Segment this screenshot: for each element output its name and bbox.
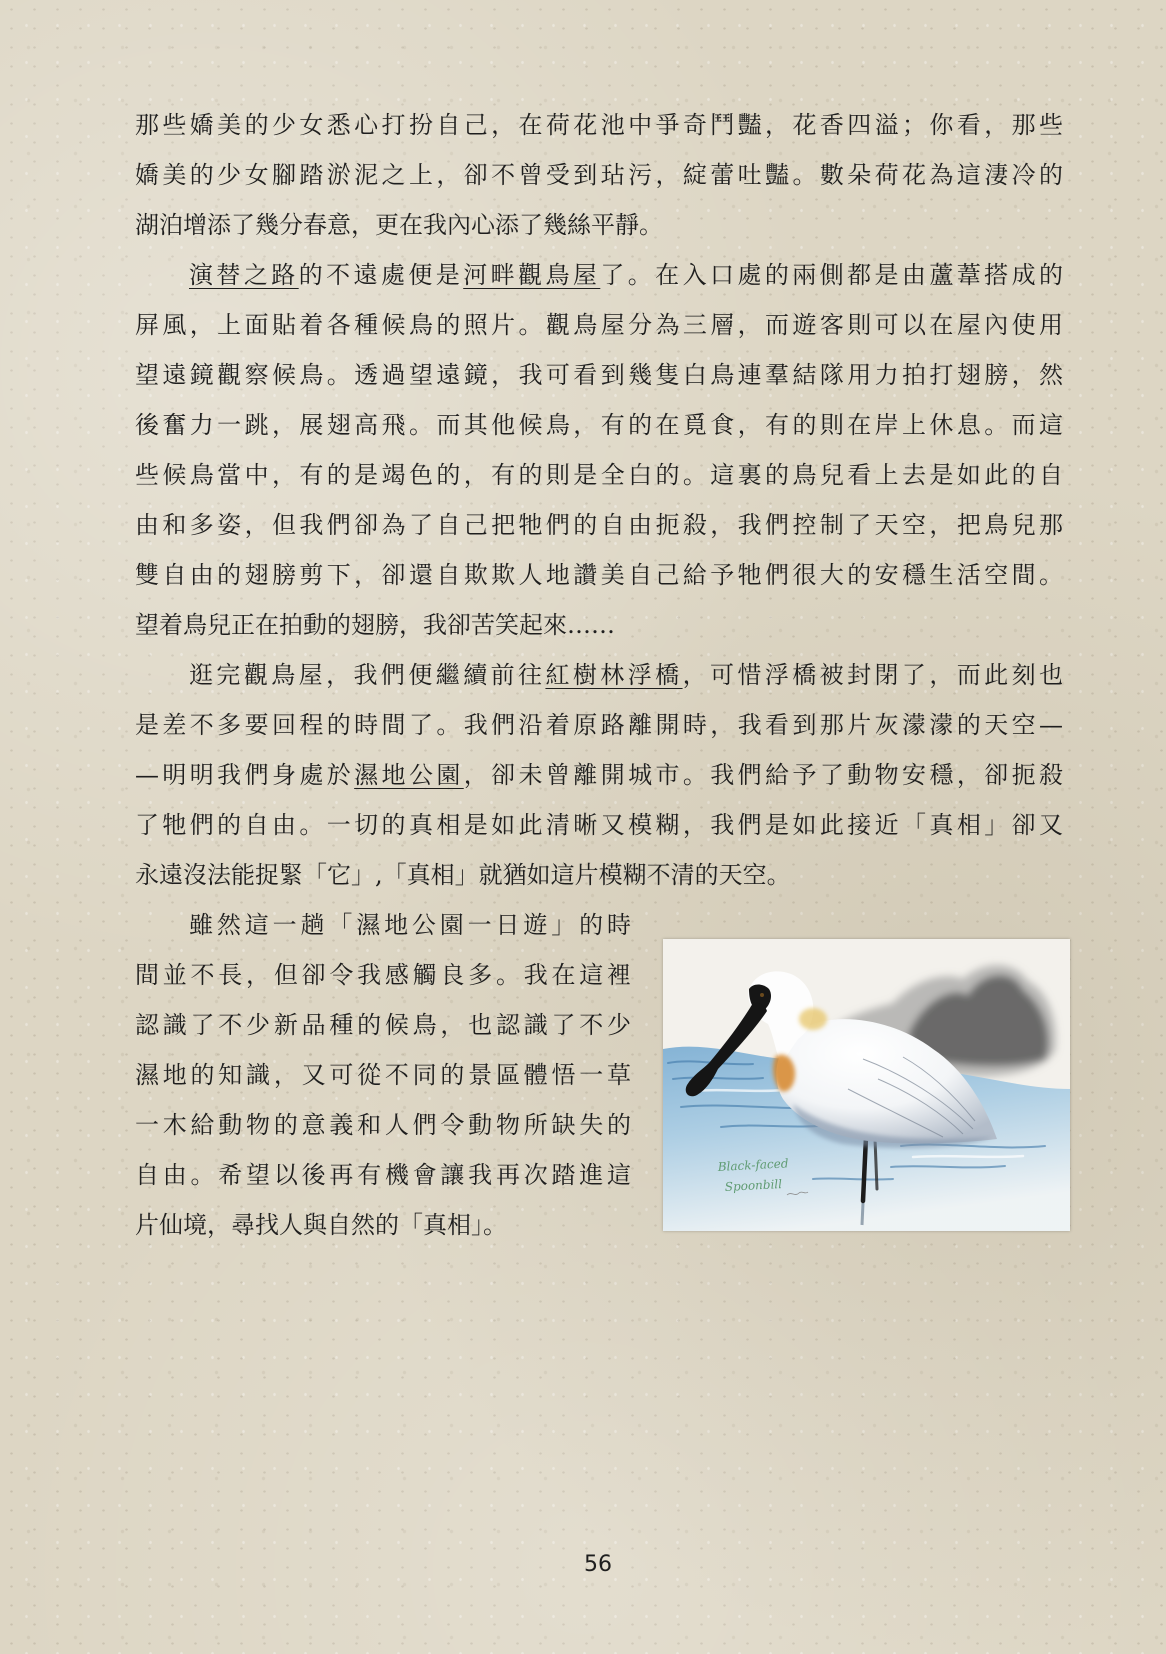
text-line: 湖泊增添了幾分春意，更在我內心添了幾絲平靜。 bbox=[135, 211, 663, 239]
text-line: 雖然這一趟「濕地公園一日遊」的時 bbox=[189, 911, 631, 939]
handwritten-caption-line2: Spoonbill bbox=[724, 1177, 783, 1194]
page-number: 56 bbox=[584, 1552, 612, 1577]
underlined-place-name: 河畔觀鳥屋 bbox=[463, 261, 601, 289]
underlined-place-name: 紅樹林浮橋 bbox=[545, 661, 683, 689]
text-segment: 的不遠處便是 bbox=[298, 261, 464, 289]
text-line: 了牠們的自由。一切的真相是如此清晰又模糊，我們是如此接近「真相」卻又 bbox=[135, 811, 1063, 839]
text-line: 屏風，上面貼着各種候鳥的照片。觀鳥屋分為三層，而遊客則可以在屋內使用 bbox=[135, 311, 1063, 339]
text-line: 片仙境，尋找人與自然的「真相」。 bbox=[135, 1211, 507, 1239]
text-line bbox=[135, 750, 1063, 800]
text-line: 間並不長，但卻令我感觸良多。我在這裡 bbox=[135, 961, 631, 989]
text-line: 那些嬌美的少女悉心打扮自己，在荷花池中爭奇鬥豔，花香四溢；你看，那些 bbox=[135, 111, 1063, 139]
text-line: 後奮力一跳，展翅高飛。而其他候鳥，有的在覓食，有的則在岸上休息。而這 bbox=[135, 411, 1063, 439]
text-line: 永遠沒法能捉緊「它」,「真相」就猶如這片模糊不清的天空。 bbox=[135, 861, 791, 889]
handwritten-caption-line1: Black-faced bbox=[717, 1156, 789, 1174]
underlined-place-name: 演替之路 bbox=[189, 261, 299, 289]
text-segment: ，卻未曾離開城市。我們給予了動物安穩，卻扼殺 bbox=[463, 761, 1063, 789]
text-line: 雙自由的翅膀剪下，卻還自欺欺人地讚美自己給予牠們很大的安穩生活空間。 bbox=[135, 561, 1063, 589]
text-line bbox=[135, 250, 1063, 300]
text-line: 嬌美的少女腳踏淤泥之上，卻不曾受到玷污，綻蕾吐豔。數朵荷花為這淒冷的 bbox=[135, 161, 1063, 189]
text-line: 是差不多要回程的時間了。我們沿着原路離開時，我看到那片灰濛濛的天空— bbox=[135, 711, 1063, 739]
text-line: 望着鳥兒正在拍動的翅膀，我卻苦笑起來…… bbox=[135, 611, 615, 639]
text-line: 認識了不少新品種的候鳥，也認識了不少 bbox=[135, 1011, 631, 1039]
text-line bbox=[135, 650, 1063, 700]
text-segment: ，可惜浮橋被封閉了，而此刻也 bbox=[682, 661, 1063, 689]
text-line: 由和多姿，但我們卻為了自己把牠們的自由扼殺，我們控制了天空，把鳥兒那 bbox=[135, 511, 1063, 539]
text-line: 一木給動物的意義和人們令動物所缺失的 bbox=[135, 1111, 631, 1139]
text-line: 自由。希望以後再有機會讓我再次踏進這 bbox=[135, 1161, 631, 1189]
text-segment: 了。在入口處的兩側都是由蘆葦搭成的 bbox=[600, 261, 1063, 289]
text-segment: 逛完觀鳥屋，我們便繼續前往 bbox=[189, 661, 546, 689]
text-segment: —明明我們身處於 bbox=[135, 761, 355, 789]
illustration-svg bbox=[663, 939, 1070, 1231]
spoonbill-illustration bbox=[663, 939, 1070, 1231]
underlined-place-name: 濕地公園 bbox=[354, 761, 464, 789]
text-line: 濕地的知識，又可從不同的景區體悟一草 bbox=[135, 1061, 631, 1089]
text-line: 望遠鏡觀察候鳥。透過望遠鏡，我可看到幾隻白鳥連羣結隊用力拍打翅膀，然 bbox=[135, 361, 1063, 389]
text-line: 些候鳥當中，有的是竭色的，有的則是全白的。這裏的鳥兒看上去是如此的自 bbox=[135, 461, 1063, 489]
